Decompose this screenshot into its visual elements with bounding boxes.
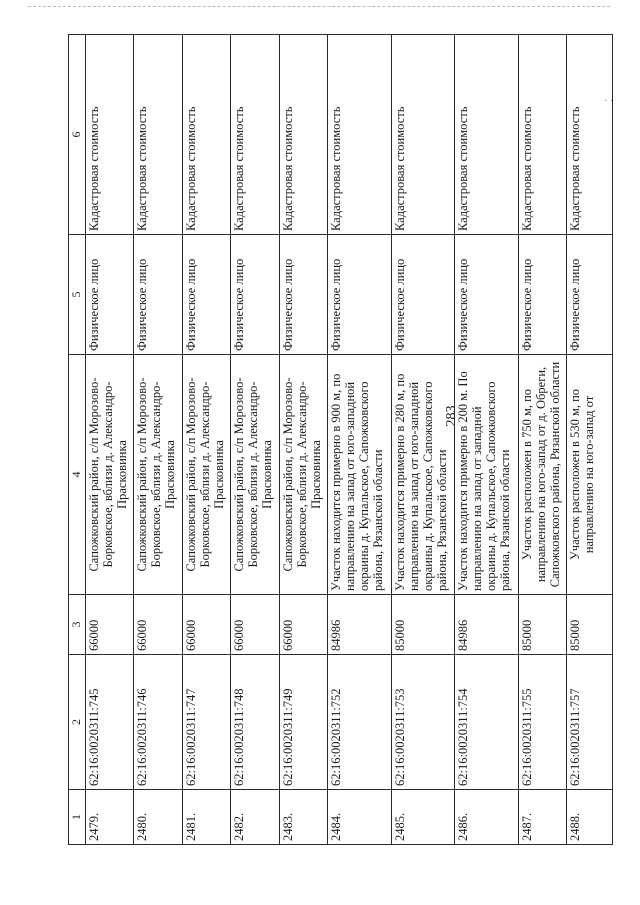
value-type: Кадастровая стоимость — [134, 35, 182, 235]
row-number: 2481. — [182, 790, 230, 845]
subject-type: Физическое лицо — [279, 235, 327, 355]
table-row — [391, 35, 455, 845]
area-value: 66000 — [134, 595, 182, 655]
header-row — [69, 35, 86, 845]
table-row — [182, 35, 230, 845]
area-value: 66000 — [279, 595, 327, 655]
value-type: Кадастровая стоимость — [391, 35, 455, 235]
subject-type: Физическое лицо — [231, 235, 279, 355]
row-number: 2483. — [279, 790, 327, 845]
location-description: Сапожковский район, с/п Морозово-Борковское, вблизи д. Александро-Прасковинка — [86, 355, 134, 595]
subject-type: Физическое лицо — [567, 235, 613, 355]
land-plot-table — [68, 34, 613, 845]
location-description: Участок находится примерно в 200 м. По направлению на запад от западной окраины д. Купальское, Сапожковского района, Рязанской области — [455, 355, 519, 595]
area-value: 84986 — [328, 595, 392, 655]
column-header: 1 — [69, 790, 86, 845]
cadastral-number: 62:16:0020311:752 — [328, 655, 392, 790]
table-row — [231, 35, 279, 845]
row-number: 2486. — [455, 790, 519, 845]
location-description: Сапожковский район, с/п Морозово-Борковское, вблизи д. Александро-Прасковинка — [231, 355, 279, 595]
row-number: 2479. — [86, 790, 134, 845]
subject-type: Физическое лицо — [182, 235, 230, 355]
subject-type: Физическое лицо — [391, 235, 455, 355]
subject-type: Физическое лицо — [518, 235, 566, 355]
cadastral-number: 62:16:0020311:745 — [86, 655, 134, 790]
cadastral-number: 62:16:0020311:755 — [518, 655, 566, 790]
value-type: Кадастровая стоимость — [455, 35, 519, 235]
table-row — [86, 35, 134, 845]
column-header: 6 — [69, 35, 86, 235]
column-header: 4 — [69, 355, 86, 595]
value-type: Кадастровая стоимость — [231, 35, 279, 235]
table-row — [455, 35, 519, 845]
subject-type: Физическое лицо — [328, 235, 392, 355]
cadastral-number: 62:16:0020311:754 — [455, 655, 519, 790]
row-number: 2487. — [518, 790, 566, 845]
cadastral-number: 62:16:0020311:746 — [134, 655, 182, 790]
subject-type: Физическое лицо — [455, 235, 519, 355]
rotated-table-container — [68, 35, 613, 845]
cadastral-number: 62:16:0020311:753 — [391, 655, 455, 790]
column-header: 2 — [69, 655, 86, 790]
value-type: Кадастровая стоимость — [328, 35, 392, 235]
area-value: 66000 — [86, 595, 134, 655]
location-description: Сапожковский район, с/п Морозово-Борковское, вблизи д. Александро-Прасковинка — [279, 355, 327, 595]
area-value: 85000 — [391, 595, 455, 655]
value-type: Кадастровая стоимость — [518, 35, 566, 235]
subject-type: Физическое лицо — [134, 235, 182, 355]
column-header: 5 — [69, 235, 86, 355]
table-row — [134, 35, 182, 845]
cadastral-number: 62:16:0020311:749 — [279, 655, 327, 790]
area-value: 66000 — [231, 595, 279, 655]
page-number: 283 — [444, 405, 459, 427]
location-description: Участок расположен в 750 м, по направлению на юго-запад от д. Обреги, Сапожковского района, Рязанской области — [518, 355, 566, 595]
table-row — [567, 35, 613, 845]
scan-artifact: · · — [604, 96, 614, 107]
row-number: 2482. — [231, 790, 279, 845]
table-row — [518, 35, 566, 845]
column-header: 3 — [69, 595, 86, 655]
area-value: 85000 — [518, 595, 566, 655]
value-type: Кадастровая стоимость — [567, 35, 613, 235]
row-number: 2485. — [391, 790, 455, 845]
table-row — [328, 35, 392, 845]
location-description: Участок расположен в 530 м, по направлению на юго-запад от — [567, 355, 613, 595]
area-value: 66000 — [182, 595, 230, 655]
scan-edge-line — [28, 6, 610, 7]
value-type: Кадастровая стоимость — [86, 35, 134, 235]
location-description: Участок находится примерно в 900 м, по направлению на запад от юго-западной окраины д. Купальское, Сапожковского района, Рязанской области — [328, 355, 392, 595]
subject-type: Физическое лицо — [86, 235, 134, 355]
location-description: Сапожковский район, с/п Морозово-Борковское, вблизи д. Александро-Прасковинка — [182, 355, 230, 595]
table-row — [279, 35, 327, 845]
cadastral-number: 62:16:0020311:748 — [231, 655, 279, 790]
row-number: 2488. — [567, 790, 613, 845]
location-description: Сапожковский район, с/п Морозово-Борковское, вблизи д. Александро-Прасковинка — [134, 355, 182, 595]
area-value: 85000 — [567, 595, 613, 655]
location-description: Участок находится примерно в 280 м, по направлению на запад от юго-западной окраины д. Купальское, Сапожковского района, Рязанской области — [391, 355, 455, 595]
area-value: 84986 — [455, 595, 519, 655]
value-type: Кадастровая стоимость — [182, 35, 230, 235]
row-number: 2484. — [328, 790, 392, 845]
row-number: 2480. — [134, 790, 182, 845]
value-type: Кадастровая стоимость — [279, 35, 327, 235]
cadastral-number: 62:16:0020311:747 — [182, 655, 230, 790]
cadastral-number: 62:16:0020311:757 — [567, 655, 613, 790]
